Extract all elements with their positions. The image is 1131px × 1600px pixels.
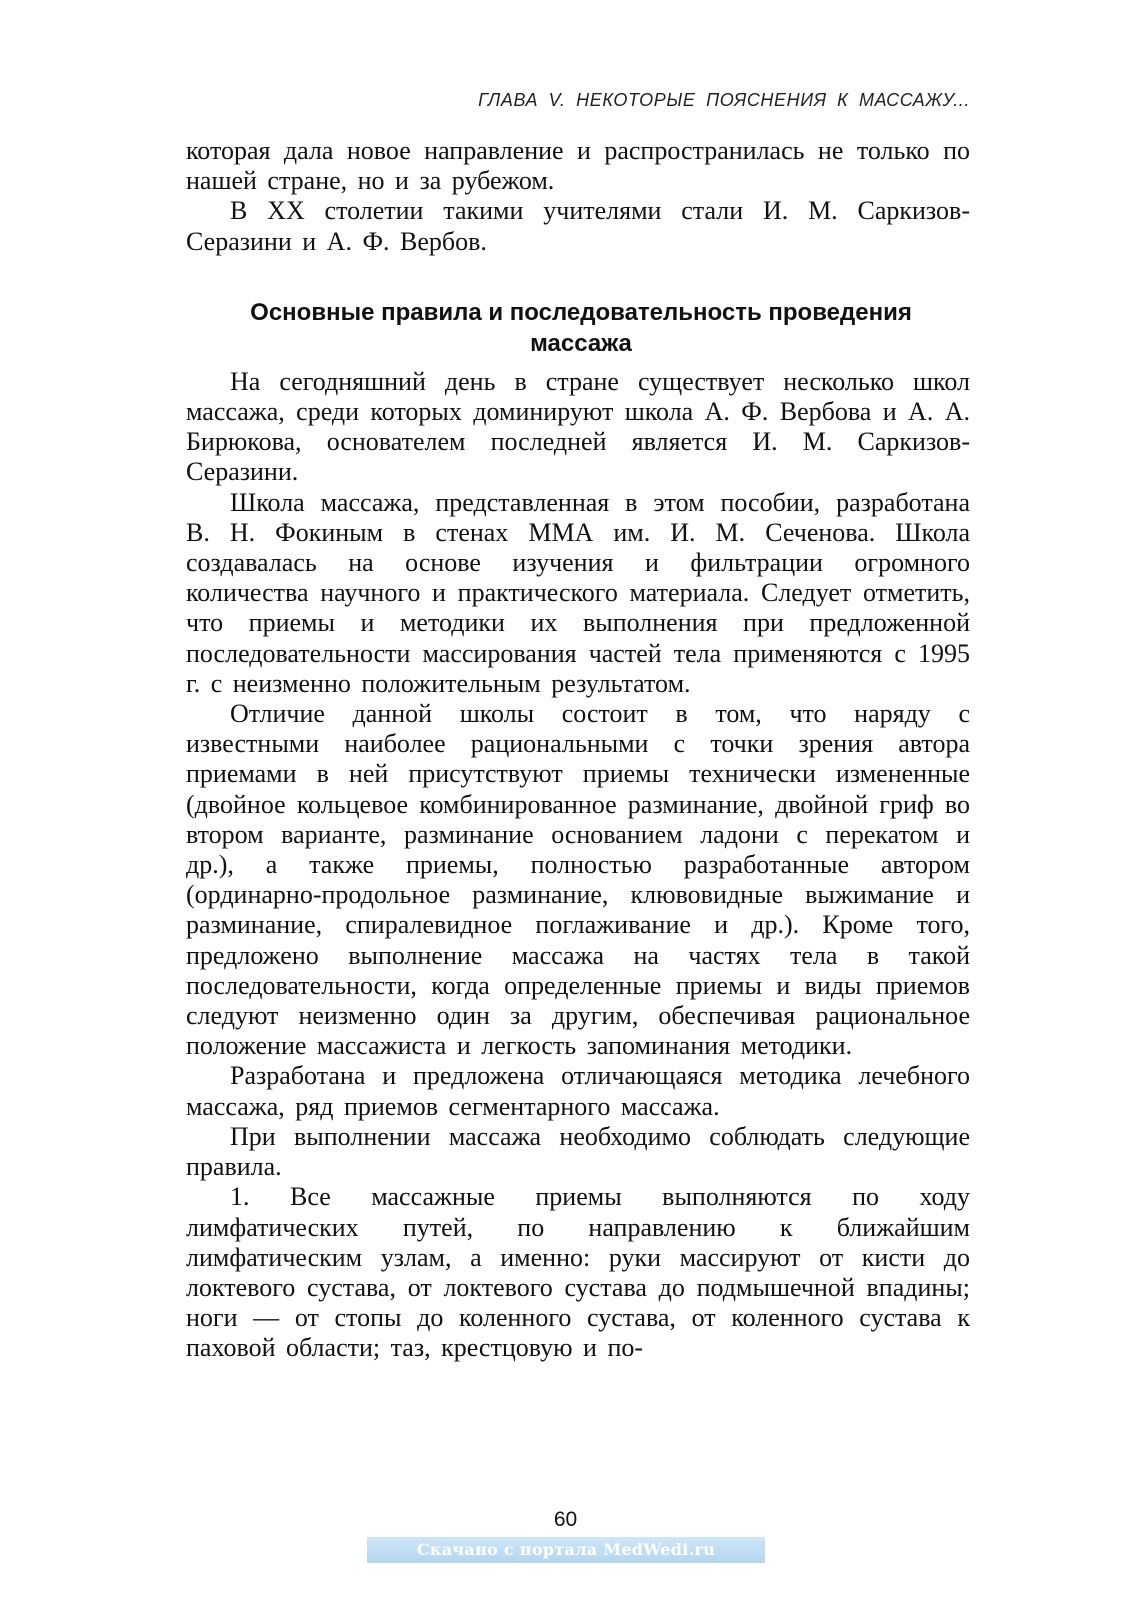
paragraph-therapeutic-method: Разработана и предложена отличающаяся методика лечебного массажа, ряд приемов сегментарного массажа. — [186, 1061, 970, 1121]
paragraph-continued: которая дала новое направление и распространилась не только по нашей стране, но и за рубежом. — [186, 136, 970, 196]
page-content — [186, 136, 970, 1364]
paragraph-rules-intro: При выполнении массажа необходимо соблюдать следующие правила. — [186, 1121, 970, 1182]
running-head: ГЛАВА V. НЕКОТОРЫЕ ПОЯСНЕНИЯ К МАССАЖУ... — [478, 90, 970, 110]
paragraph-school-difference: Отличие данной школы состоит в том, что наряду с известными наиболее рациональными с точки зрения автора приемами в ней присутствуют приемы технически измененные (двойное кольцевое комбинированное разминание, двойной гриф во втором варианте, разминание основанием ладони с перекатом и др.), а также приемы, полностью разработанные автором (ординарно-продольное разминание, клювовидные выжимание и разминание, спиралевидное поглаживание и др.). Кроме того, предложено выполнение массажа на частях тела в такой последовательности, когда определенные приемы и виды приемов следуют неизменно один за другим, обеспечивая рациональное положение массажиста и легкость запоминания методики. — [186, 699, 970, 1061]
paragraph-school-origin: Школа массажа, представленная в этом пособии, разработана В. Н. Фокиным в стенах ММА им. И. М. Сеченова. Школа создавалась на основе изучения и фильтрации огромного количества научного и практического материала. Следует отметить, что приемы и методики их выполнения при предложенной последовательности массирования частей тела применяются с 1995 г. с неизменно положительным результатом. — [186, 487, 970, 698]
paragraph-teachers: В XX столетии такими учителями стали И. М. Саркизов-Серазини и А. Ф. Вербов. — [186, 196, 970, 256]
section-title-line-2: массажа — [530, 329, 632, 357]
page-number: 60 — [553, 1508, 578, 1531]
watermark-banner: Скачано с портала MedWedi.ru — [367, 1537, 765, 1563]
section-title — [186, 297, 970, 359]
paragraph-rule-1: 1. Все массажные приемы выполняются по ходу лимфатических путей, по направлению к ближайшим лимфатическим узлам, а именно: руки массируют от кисти до локтевого сустава, от локтевого сустава до подмышечной впадины; ноги — от стопы до коленного сустава, от коленного сустава к паховой области; таз, крестцовую и по- — [186, 1182, 970, 1363]
section-title-line-1: Основные правила и последовательность проведения — [250, 298, 912, 326]
paragraph-schools: На сегодняшний день в стране существует несколько школ массажа, среди которых доминируют школа А. Ф. Вербова и А. А. Бирюкова, основателем последней является И. М. Саркизов-Серазини. — [186, 366, 970, 487]
